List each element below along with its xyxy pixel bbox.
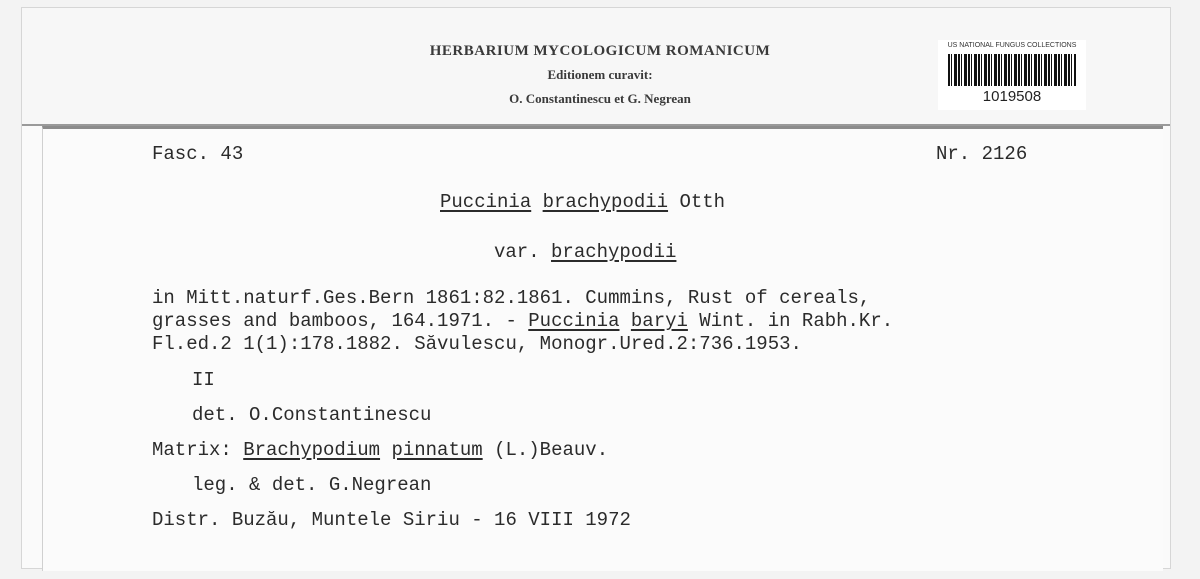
citation-line-3: Fl.ed.2 1(1):178.1882. Săvulescu, Monogr.Ured.2:736.1953. — [152, 333, 802, 355]
species-name — [440, 192, 725, 212]
barcode-icon — [948, 54, 1076, 86]
determiner: det. O.Constantinescu — [192, 404, 432, 426]
editors-label: Editionem curavit: — [547, 67, 653, 82]
barcode-label — [938, 40, 1086, 110]
citation-line-1: in Mitt.naturf.Ges.Bern 1861:82.1861. Cummins, Rust of cereals, — [152, 287, 871, 309]
collector: leg. & det. G.Negrean — [192, 474, 432, 496]
host-space — [380, 439, 391, 461]
citation-line-2 — [152, 311, 893, 331]
matrix-label: Matrix: — [152, 439, 244, 461]
barcode-caption: US NATIONAL FUNGUS COLLECTIONS — [947, 42, 1077, 49]
matrix-line — [152, 440, 608, 460]
synonym-epithet: baryi — [630, 310, 688, 332]
locality-date: Distr. Buzău, Muntele Siriu - 16 VIII 1972 — [152, 509, 631, 531]
fascicle-number: Fasc. 43 — [152, 143, 244, 165]
citation-line-2-end: Wint. in Rabh.Kr. — [687, 310, 894, 332]
synonym-space — [619, 310, 630, 332]
citation-line-2-start: grasses and bamboos, 164.1971. - — [152, 310, 529, 332]
specimen-number: Nr. 2126 — [936, 143, 1028, 165]
herbarium-title: HERBARIUM MYCOLOGICUM ROMANICUM — [429, 43, 771, 59]
barcode-number: 1019508 — [982, 88, 1042, 105]
synonym-genus: Puccinia — [528, 310, 620, 332]
host-author: (L.)Beauv. — [482, 439, 609, 461]
host-epithet: pinnatum — [391, 439, 483, 461]
species-epithet: brachypodii — [542, 191, 669, 213]
spore-stage: II — [192, 369, 215, 391]
variety-epithet: brachypodii — [551, 241, 677, 263]
variety-name — [494, 242, 676, 262]
variety-prefix: var. — [494, 241, 540, 263]
host-genus: Brachypodium — [243, 439, 381, 461]
species-author: Otth — [679, 191, 726, 213]
editors-names: O. Constantinescu et G. Negrean — [509, 91, 691, 106]
species-genus: Puccinia — [440, 191, 532, 213]
